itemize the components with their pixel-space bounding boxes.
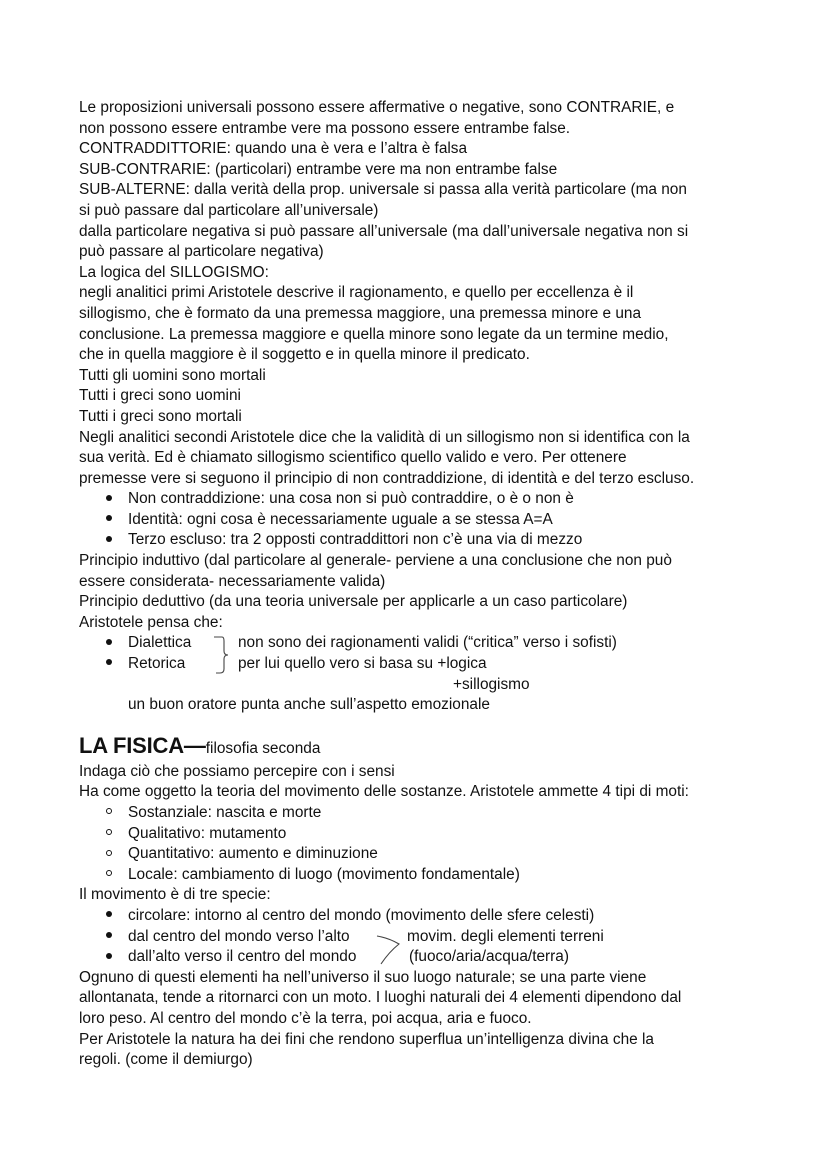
document-body [79, 98, 759, 1071]
circle-bullet-icon [106, 870, 112, 876]
heading-subtitle: filosofia seconda [205, 739, 321, 757]
text-line: Tutti gli uomini sono mortali [79, 366, 266, 384]
bullet-icon [106, 639, 112, 645]
list-item: dall’alto verso il centro del mondo (fuoco/aria/acqua/terra) [79, 947, 759, 968]
art-note: per lui quello vero si basa su +logica [238, 655, 487, 673]
text-line: sua verità. Ed è chiamato sillogismo scientifico quello valido e vero. Per ottenere [79, 449, 627, 467]
bullet-icon [106, 932, 112, 938]
movement-note: movim. degli elementi terreni [407, 927, 604, 945]
text-line: Il movimento è di tre specie: [79, 886, 271, 904]
list-item: circolare: intorno al centro del mondo (movimento delle sfere celesti) [79, 906, 759, 927]
physics-closing [79, 968, 759, 1071]
text-line: SUB-ALTERNE: dalla verità della prop. universale si passa alla verità particolare (ma non [79, 181, 687, 199]
text-line: si può passare dal particolare all’universale) [79, 201, 379, 219]
movements-list [79, 906, 759, 968]
text-line: Indaga ciò che possiamo percepire con i sensi [79, 762, 395, 780]
text-line: Ognuno di questi elementi ha nell’universo il suo luogo naturale; se una parte viene [79, 968, 647, 986]
text-line: Principio induttivo (dal particolare al generale- perviene a una conclusione che non può [79, 552, 672, 570]
text-line: Principio deduttivo (da una teoria universale per applicarle a un caso particolare) [79, 593, 628, 611]
text-line: dalla particolare negativa si può passare all’universale (ma dall’universale negativa non si [79, 222, 689, 240]
text-line: CONTRADDITTORIE: quando una è vera e l’altra è falsa [79, 140, 468, 158]
text-line: Ha come oggetto la teoria del movimento delle sostanze. Aristotele ammette 4 tipi di moti: [79, 783, 689, 801]
principles-list [79, 489, 759, 551]
bullet-icon [106, 536, 112, 542]
text-line: che in quella maggiore è il soggetto e in quella minore il predicato. [79, 346, 530, 364]
plus-syllogism: +sillogismo [453, 675, 530, 693]
arts-list [79, 633, 759, 674]
art-note: non sono dei ragionamenti validi (“critica” verso i sofisti) [238, 634, 617, 652]
text-line: negli analitici primi Aristotele descrive il ragionamento, e quello per eccellenza è il [79, 284, 634, 302]
text-line: Tutti i greci sono mortali [79, 407, 242, 425]
text-line: essere considerata- necessariamente valida) [79, 572, 386, 590]
motions-list [79, 803, 759, 885]
logic-paragraph [79, 98, 759, 489]
list-item [79, 654, 759, 675]
text-line: La logica del SILLOGISMO: [79, 263, 269, 281]
list-item: Sostanziale: nascita e morte [79, 803, 759, 824]
list-item [79, 633, 759, 654]
text-line: conclusione. La premessa maggiore e quella minore sono legate da un termine medio, [79, 325, 669, 343]
bullet-icon [106, 953, 112, 959]
list-item: Identità: ogni cosa è necessariamente uguale a se stessa A=A [79, 510, 759, 531]
heading-title: LA FISICA— [79, 732, 206, 758]
text-line: può passare al particolare negativa) [79, 243, 324, 261]
text-line: SUB-CONTRARIE: (particolari) entrambe vere ma non entrambe false [79, 160, 558, 178]
list-item: Non contraddizione: una cosa non si può contraddire, o è o non è [79, 489, 759, 510]
brace-icon [212, 635, 232, 675]
arts-block [79, 633, 759, 715]
text-line: non possono essere entrambe vere ma possono essere entrambe false. [79, 119, 571, 137]
chevron-right-icon [375, 932, 405, 968]
bullet-icon [106, 911, 112, 917]
text-line: Negli analitici secondi Aristotele dice che la validità di un sillogismo non si identifica con la [79, 428, 690, 446]
bullet-icon [106, 495, 112, 501]
list-item: Locale: cambiamento di luogo (movimento fondamentale) [79, 865, 759, 886]
bullet-icon [106, 515, 112, 521]
circle-bullet-icon [106, 808, 112, 814]
movement-note: (fuoco/aria/acqua/terra) [409, 948, 569, 966]
text-line: un buon oratore punta anche sull’aspetto emozionale [128, 696, 490, 714]
art-term: Dialettica [128, 634, 192, 652]
text-line: premesse vere si seguono il principio di non contraddizione, di identità e del terzo escluso. [79, 469, 695, 487]
text-line: Per Aristotele la natura ha dei fini che rendono superflua un’intelligenza divina che la [79, 1030, 654, 1048]
text-line: allontanata, tende a ritornarci con un moto. I luoghi naturali dei 4 elementi dipendono dal [79, 989, 682, 1007]
art-term: Retorica [128, 655, 186, 673]
movements-block [79, 906, 759, 968]
text-line: Aristotele pensa che: [79, 613, 223, 631]
list-item: Terzo escluso: tra 2 opposti contraddittori non c’è una via di mezzo [79, 530, 759, 551]
list-item: dal centro del mondo verso l’alto movim. degli elementi terreni [79, 927, 759, 948]
circle-bullet-icon [106, 850, 112, 856]
physics-intro [79, 762, 759, 803]
circle-bullet-icon [106, 829, 112, 835]
list-item: Qualitativo: mutamento [79, 824, 759, 845]
bullet-icon [106, 659, 112, 665]
section-heading [79, 732, 759, 762]
text-line: Le proposizioni universali possono essere affermative o negative, sono CONTRARIE, e [79, 99, 675, 116]
principles-paragraph [79, 551, 759, 633]
text-line: regoli. (come il demiurgo) [79, 1051, 253, 1069]
text-line: Tutti i greci sono uomini [79, 387, 241, 405]
text-line: sillogismo, che è formato da una premessa maggiore, una premessa minore e una [79, 304, 642, 322]
text-line: loro peso. Al centro del mondo c’è la terra, poi acqua, aria e fuoco. [79, 1009, 532, 1027]
list-item: Quantitativo: aumento e diminuzione [79, 844, 759, 865]
